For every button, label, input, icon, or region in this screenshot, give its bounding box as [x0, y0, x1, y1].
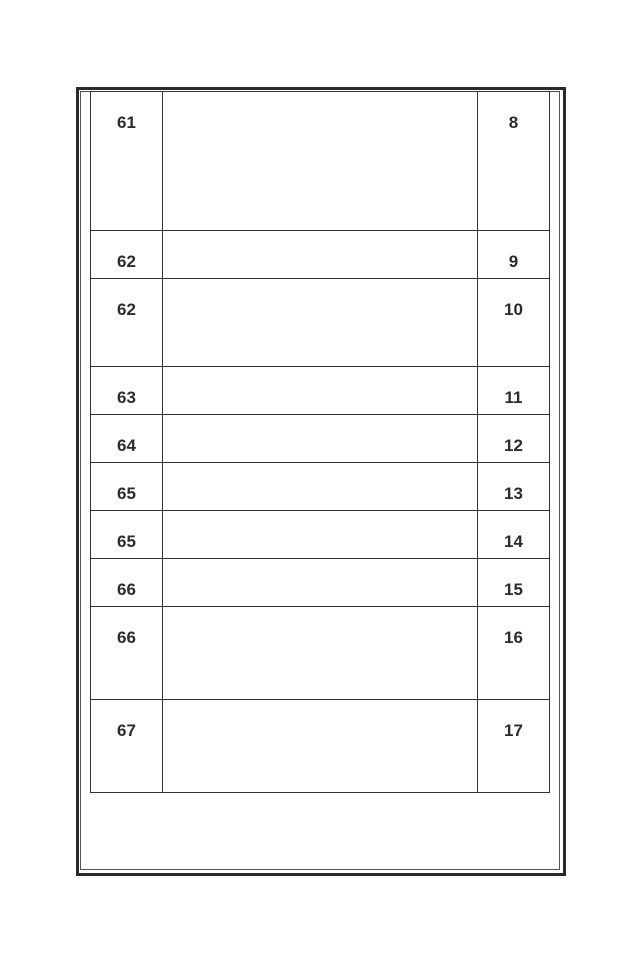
table-row	[91, 511, 550, 559]
title-line	[219, 154, 277, 172]
page-number: 66	[117, 628, 136, 647]
page-number-cell	[91, 511, 163, 559]
page-number: 65	[117, 532, 136, 551]
page-number-cell	[91, 700, 163, 793]
title-line	[245, 575, 291, 593]
title-cell	[163, 607, 478, 700]
page-number-cell	[91, 559, 163, 607]
chapter-number-cell	[478, 607, 550, 700]
table-row	[91, 700, 550, 793]
table-row	[91, 559, 550, 607]
title-cell	[163, 367, 478, 415]
page-number: 64	[117, 436, 136, 455]
chapter-number: 9	[508, 252, 519, 271]
page-number-cell	[91, 607, 163, 700]
table-of-contents	[90, 91, 550, 793]
title-line	[201, 295, 253, 313]
chapter-number: 15	[504, 580, 523, 599]
chapter-number: 11	[504, 388, 523, 407]
table-row	[91, 279, 550, 367]
page-number: 67	[117, 721, 136, 740]
chapter-number: 8	[508, 113, 519, 132]
chapter-number: 12	[504, 436, 523, 455]
title-line	[263, 335, 292, 353]
title-cell	[163, 511, 478, 559]
title-line	[221, 716, 256, 734]
title-line	[173, 623, 236, 641]
title-line	[225, 200, 265, 218]
page-number-cell	[91, 92, 163, 231]
chapter-number: 14	[504, 532, 523, 551]
title-cell	[163, 463, 478, 511]
page-number-cell	[91, 463, 163, 511]
title-cell	[163, 279, 478, 367]
chapter-number: 13	[504, 484, 523, 503]
chapter-number-cell	[478, 92, 550, 231]
chapter-number-cell	[478, 700, 550, 793]
chapter-number-cell	[478, 463, 550, 511]
title-cell	[163, 92, 478, 231]
chapter-number: 10	[504, 300, 523, 319]
title-cell	[163, 559, 478, 607]
title-cell	[163, 231, 478, 279]
title-cell	[163, 415, 478, 463]
title-line	[251, 383, 257, 401]
page-number-cell	[91, 231, 163, 279]
page-number: 63	[117, 388, 136, 407]
chapter-number-cell	[478, 367, 550, 415]
page-number-cell	[91, 367, 163, 415]
page-number: 61	[117, 113, 136, 132]
table-row	[91, 367, 550, 415]
table-row	[91, 463, 550, 511]
chapter-number-cell	[478, 511, 550, 559]
title-line	[257, 527, 280, 545]
page-number: 62	[117, 300, 136, 319]
title-cell	[163, 700, 478, 793]
page-number: 66	[117, 580, 136, 599]
chapter-number-cell	[478, 231, 550, 279]
table-row	[91, 92, 550, 231]
chapter-number: 16	[504, 628, 523, 647]
page-number-cell	[91, 279, 163, 367]
page-number: 62	[117, 252, 136, 271]
page-number-cell	[91, 415, 163, 463]
title-line	[243, 247, 249, 265]
table-row	[91, 415, 550, 463]
table-row	[91, 231, 550, 279]
page-number: 65	[117, 484, 136, 503]
title-line	[173, 108, 213, 126]
chapter-number-cell	[478, 279, 550, 367]
chapter-number-cell	[478, 415, 550, 463]
chapter-number-cell	[478, 559, 550, 607]
chapter-number: 17	[504, 721, 523, 740]
table-row	[91, 607, 550, 700]
